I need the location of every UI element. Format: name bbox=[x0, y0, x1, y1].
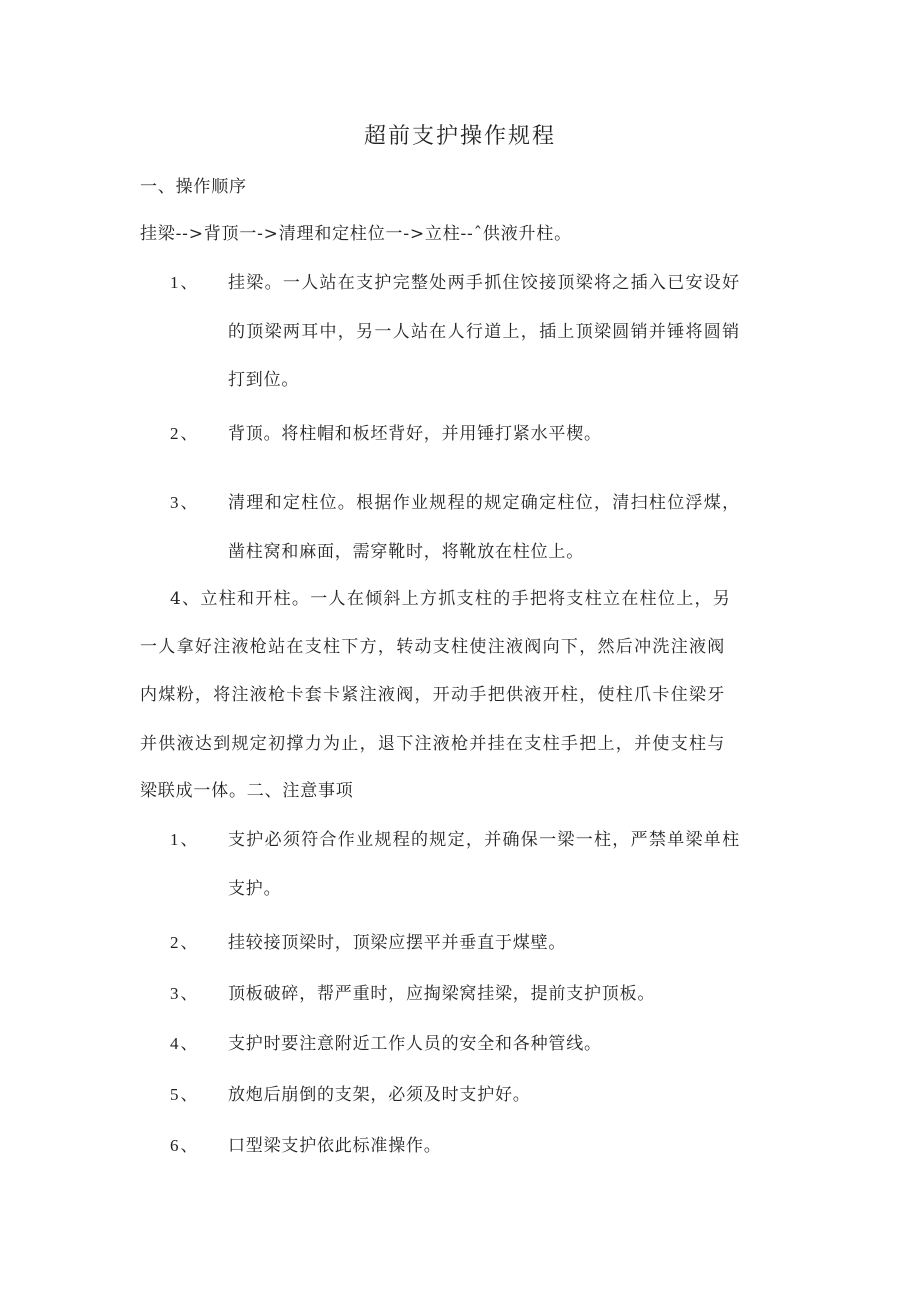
step-3-number: 3、 bbox=[170, 493, 200, 512]
sequence-line: 挂梁-->背顶一->清理和定柱位一->立柱--ˆ供液升柱。 bbox=[140, 224, 572, 244]
step-4-line-4: 并供液达到规定初撑力为止，退下注液枪并挂在支柱手把上，并使支柱与 bbox=[140, 734, 726, 754]
step-1-line-2: 的顶梁两耳中，另一人站在人行道上，插上顶梁圆销并锤将圆销 bbox=[228, 322, 741, 342]
note-2-number: 2、 bbox=[170, 933, 200, 952]
step-2-number: 2、 bbox=[170, 424, 200, 443]
note-1-line-1: 支护必须符合作业规程的规定，并确保一梁一柱，严禁单梁单柱 bbox=[228, 830, 741, 850]
note-5-number: 5、 bbox=[170, 1085, 200, 1104]
page-title: 超前支护操作规程 bbox=[363, 124, 556, 149]
note-2-line-1: 挂较接顶梁时，顶梁应摆平并垂直于煤壁。 bbox=[228, 933, 567, 953]
step-4-line-2: 一人拿好注液枪站在支柱下方，转动支柱使注液阀向下，然后冲洗注液阀 bbox=[140, 637, 726, 657]
note-3-line-1: 顶板破碎，帮严重时，应掏梁窝挂梁，提前支护顶板。 bbox=[228, 984, 656, 1004]
step-4-line-1: 4、立柱和开柱。一人在倾斜上方抓支柱的手把将支柱立在柱位上，另 bbox=[170, 589, 732, 609]
note-4-number: 4、 bbox=[170, 1034, 200, 1053]
step-1-line-1: 挂梁。一人站在支护完整处两手抓住饺接顶梁将之插入已安设好 bbox=[228, 273, 741, 293]
note-1-line-2: 支护。 bbox=[228, 879, 282, 899]
step-3-line-2: 凿柱窝和麻面，需穿靴时，将靴放在柱位上。 bbox=[228, 542, 584, 562]
step-1-number: 1、 bbox=[170, 273, 200, 292]
note-6-line-1: 口型梁支护依此标准操作。 bbox=[228, 1136, 442, 1156]
step-4-line-5: 梁联成一体。二、注意事项 bbox=[140, 781, 354, 801]
note-6-number: 6、 bbox=[170, 1136, 200, 1155]
step-2-line-1: 背顶。将柱帽和板坯背好，并用锤打紧水平楔。 bbox=[228, 424, 602, 444]
note-1-number: 1、 bbox=[170, 830, 200, 849]
note-5-line-1: 放炮后崩倒的支架，必须及时支护好。 bbox=[228, 1085, 531, 1105]
note-3-number: 3、 bbox=[170, 984, 200, 1003]
section-heading-operation-sequence: 一、操作顺序 bbox=[140, 177, 247, 197]
step-1-line-3: 打到位。 bbox=[228, 370, 300, 390]
note-4-line-1: 支护时要注意附近工作人员的安全和各种管线。 bbox=[228, 1034, 602, 1054]
step-3-line-1: 清理和定柱位。根据作业规程的规定确定柱位，清扫柱位浮煤， bbox=[228, 493, 741, 513]
step-4-line-3: 内煤粉，将注液枪卡套卡紧注液阀，开动手把供液开柱，使柱爪卡住梁牙 bbox=[140, 685, 726, 705]
